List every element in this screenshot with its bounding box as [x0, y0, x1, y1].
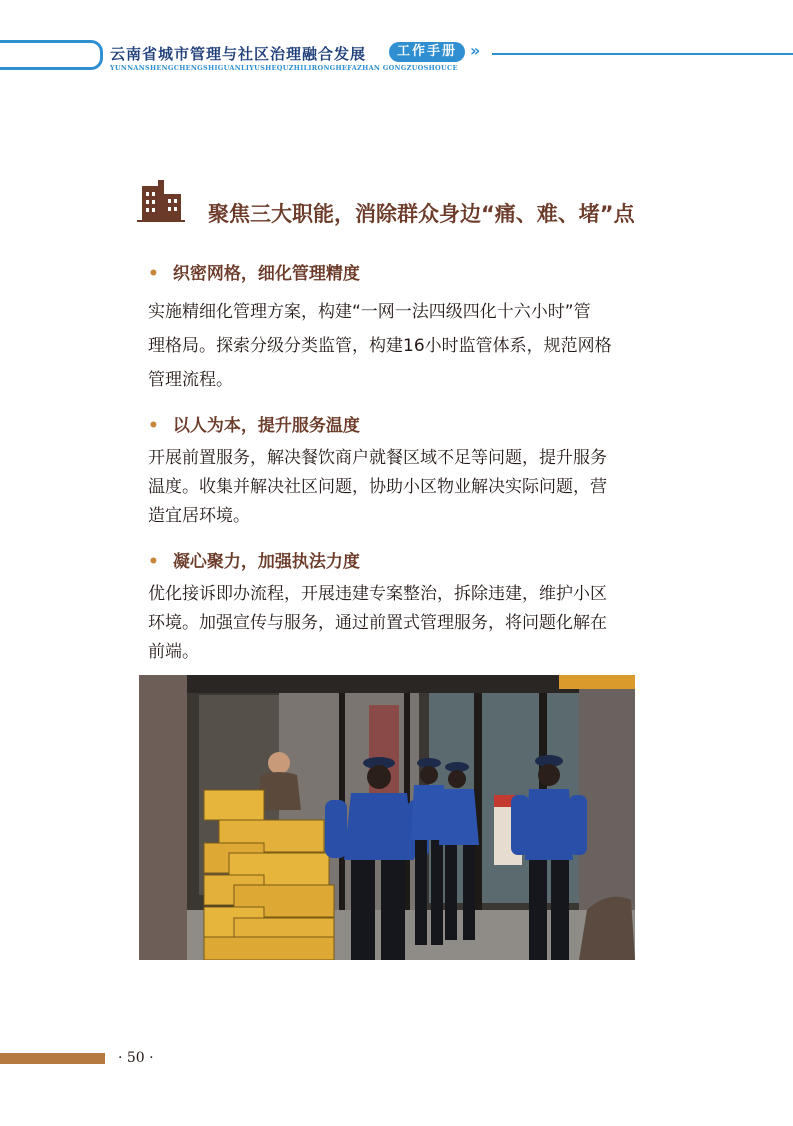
paragraph-line: 实施精细化管理方案，构建“一网一法四级四化十六小时”管: [148, 302, 591, 322]
paragraph-line: 环境。加强宣传与服务，通过前置式管理服务，将问题化解在: [148, 613, 607, 633]
page-header: [0, 0, 793, 80]
sub-heading-1-text: 织密网格，细化管理精度: [172, 264, 360, 284]
sub-heading-3-text: 凝心聚力，加强执法力度: [172, 552, 360, 572]
page-number: · 50 ·: [118, 1050, 154, 1066]
bullet-icon: •: [148, 552, 159, 572]
sub-heading-3: [148, 547, 360, 572]
paragraph-line: 温度。收集并解决社区问题，协助小区物业解决实际问题，营: [148, 477, 607, 497]
sub-heading-1: [148, 259, 360, 284]
header-title: 云南省城市管理与社区治理融合发展: [110, 45, 367, 63]
section-title: 聚焦三大职能，消除群众身边“痛、难、堵”点: [208, 202, 635, 226]
paragraph-line: 管理流程。: [148, 370, 233, 390]
header-bracket-decoration: [0, 40, 103, 70]
officers-photo: [139, 675, 635, 960]
paragraph-3: [148, 580, 648, 667]
header-rule: [492, 53, 793, 55]
sub-heading-2: [148, 411, 360, 436]
chevrons-icon: »: [470, 41, 478, 60]
paragraph-line: 前端。: [148, 642, 199, 662]
paragraph-line: 优化接诉即办流程，开展违建专案整治，拆除违建，维护小区: [148, 584, 607, 604]
bullet-icon: •: [148, 416, 159, 436]
building-icon: [137, 180, 185, 222]
paragraph-line: 造宜居环境。: [148, 506, 250, 526]
paragraph-1: [148, 295, 648, 397]
paragraph-line: 开展前置服务，解决餐饮商户就餐区域不足等问题，提升服务: [148, 448, 607, 468]
paragraph-2: [148, 444, 648, 531]
bullet-icon: •: [148, 264, 159, 284]
footer-bar: [0, 1053, 105, 1064]
header-badge: 工作手册: [389, 42, 465, 62]
sub-heading-2-text: 以人为本，提升服务温度: [172, 416, 360, 436]
header-pinyin: YUNNANSHENGCHENGSHIGUANLIYUSHEQUZHILIRONGHEFAZHAN GONGZUOSHOUCE: [110, 64, 458, 72]
paragraph-line: 理格局。探索分级分类监管，构建16小时监管体系，规范网格: [148, 336, 612, 356]
